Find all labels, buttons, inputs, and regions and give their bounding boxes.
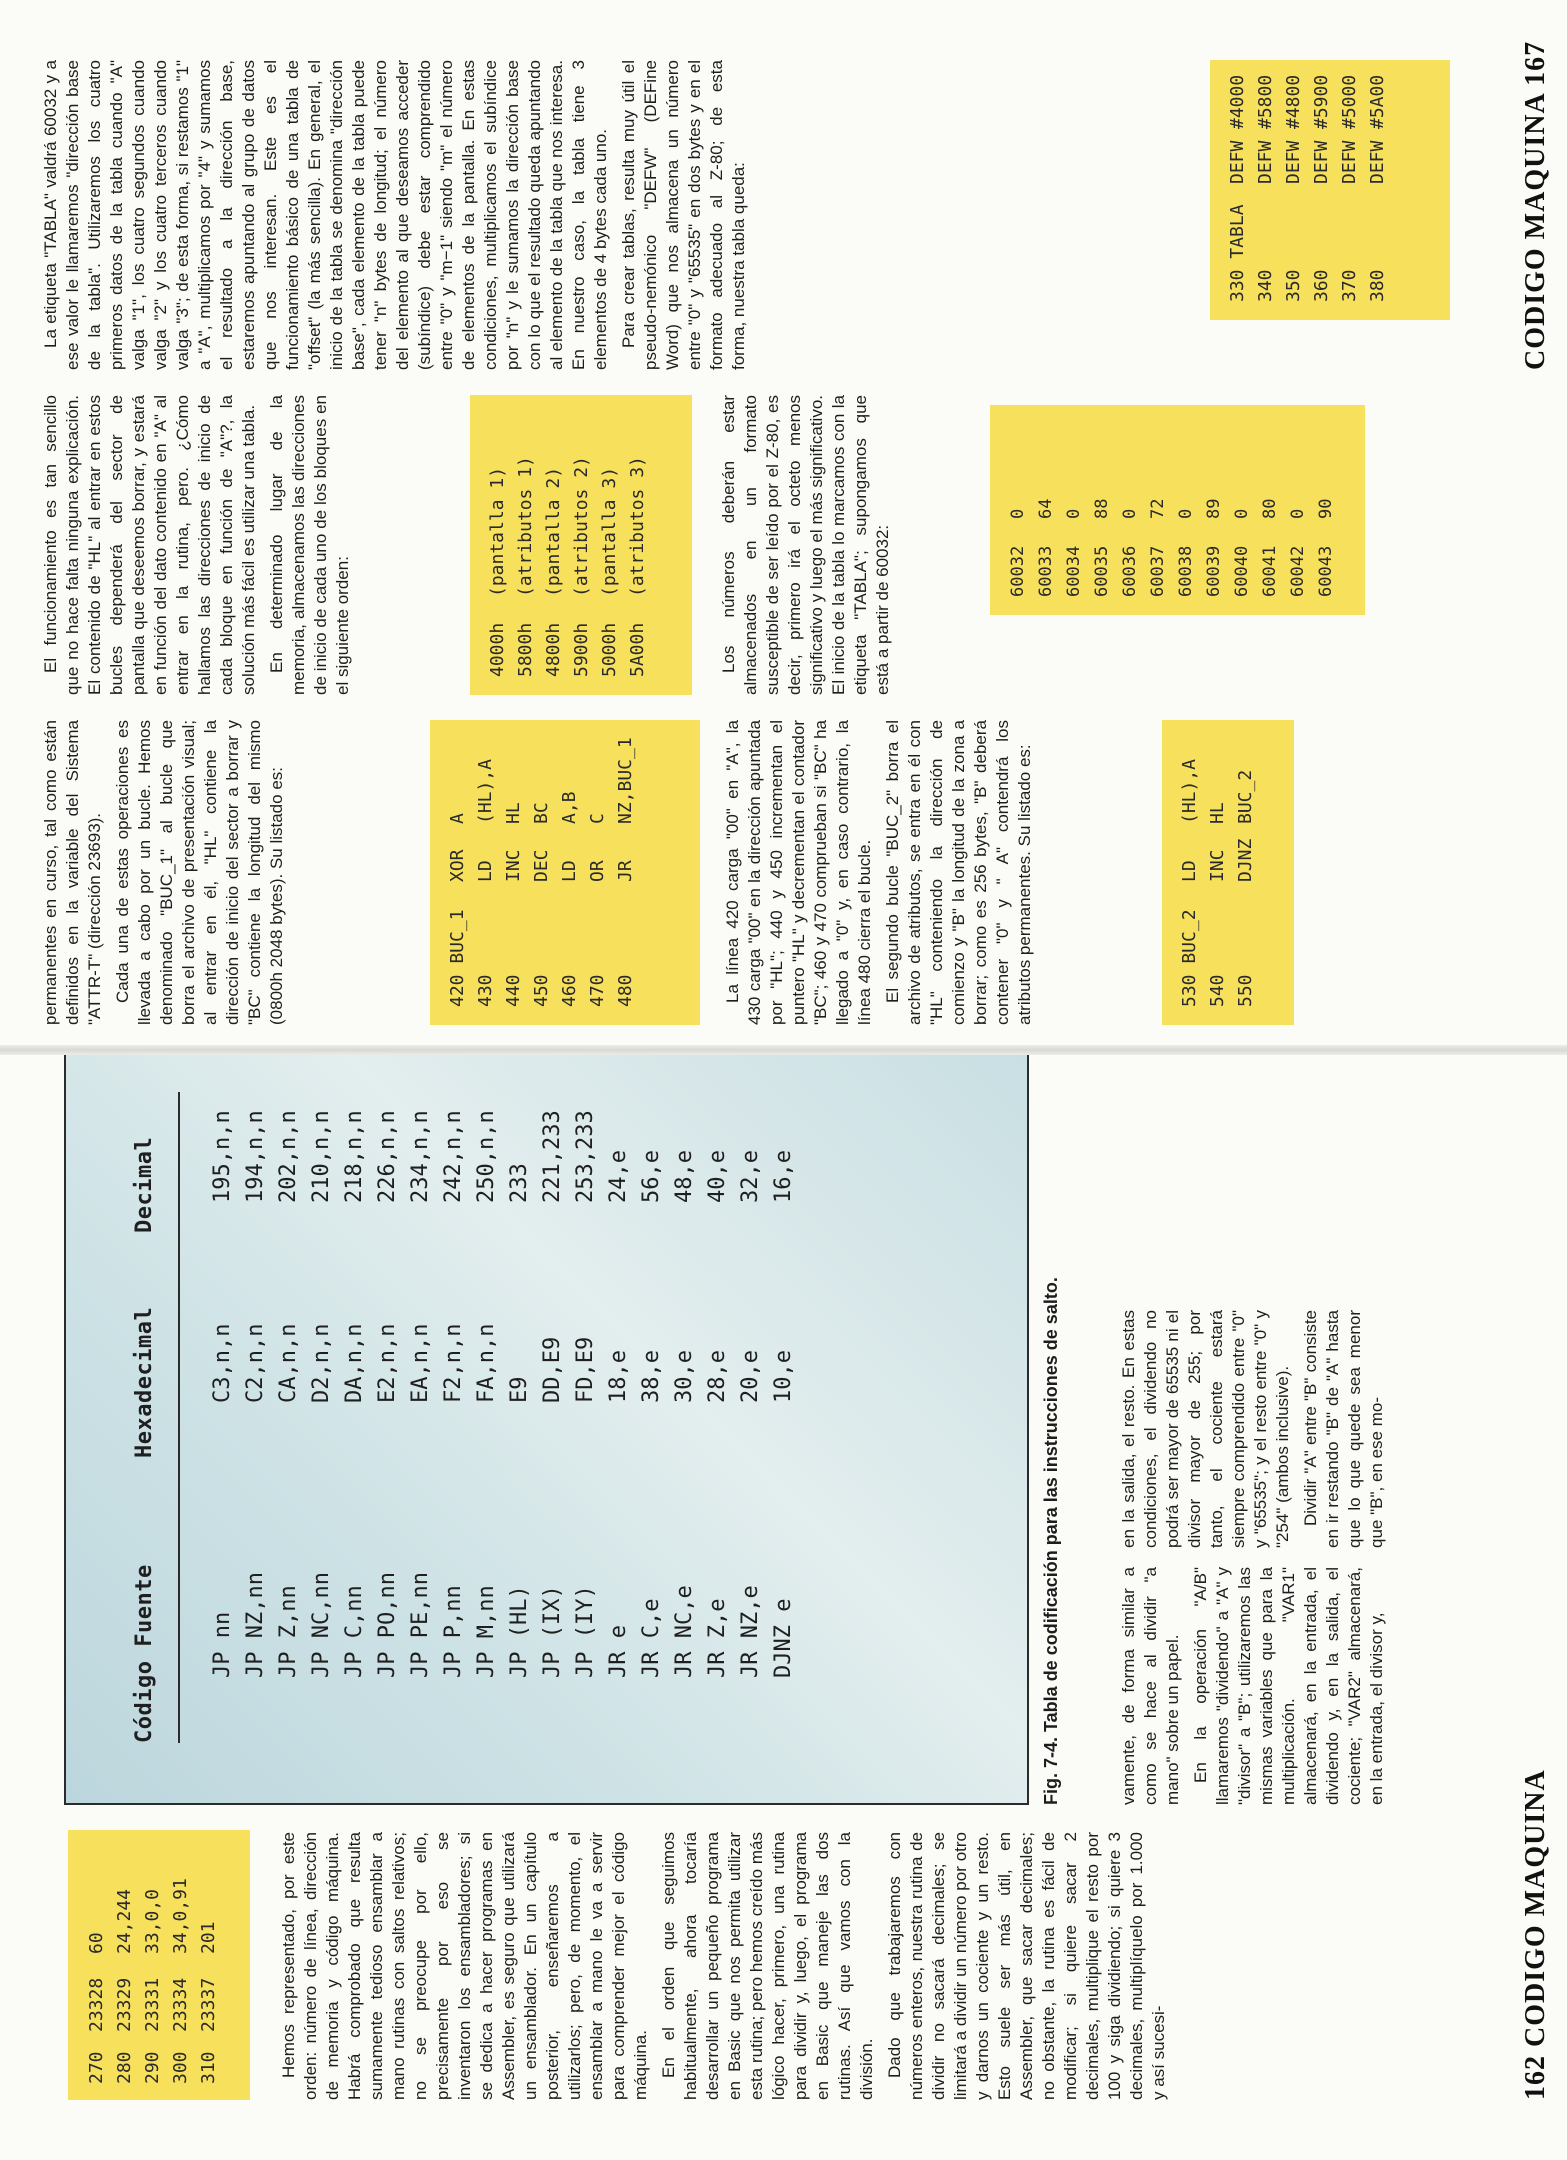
table-cell: JP NC,nn [309, 1572, 334, 1678]
paragraph: Para crear tablas, resulta muy útil el pseudo-nemónico "DEFW" (DEFine Word) que nos almacena un número entre "0" y "65535" en dos bytes y en el formato adecuado al Z-80; de esta forma, nuestra tabla queda: [619, 60, 748, 370]
code-line [1252, 74, 1280, 302]
code-field: DEFW [1339, 140, 1360, 184]
listing-defw-table [1210, 60, 1450, 320]
code-line [584, 738, 612, 1007]
table-cell: 20,e [738, 1350, 763, 1403]
code-line [1284, 423, 1312, 597]
code-field: 72 [1148, 498, 1168, 519]
code-field: (atributos 1) [515, 456, 536, 597]
table-cell: 10,e [771, 1350, 796, 1403]
code-line [1228, 423, 1256, 597]
code-field: 5000h [599, 622, 620, 677]
right-col-2-mid [718, 395, 900, 695]
code-field: 420 BUC_1 [447, 909, 468, 1007]
fig-header-rule [178, 1092, 180, 1743]
code-field: 350 [1283, 269, 1304, 302]
left-col-1 [278, 1832, 1176, 2100]
code-field: XOR [447, 849, 468, 882]
paragraph: vamente, de forma similar a como se hace al dividir "a mano" sobre un papel. [1119, 1567, 1182, 1805]
code-field: 5800h [515, 622, 536, 677]
table-cell: DA,n,n [342, 1323, 367, 1403]
code-field: 330 TABLA [1227, 204, 1248, 302]
code-field: C [587, 813, 608, 824]
table-cell: 226,n,n [375, 1110, 400, 1203]
left-folio: 162 CODIGO MAQUINA [1520, 1769, 1551, 2100]
paragraph: En la operación "A/B" llamaremos "dividendo" a "A" y "divisor" a "B"; utilizaremos las mismas variables que para la multiplicación. "VAR1" almacenará, en la entrada, el dividendo y, en la salida, el cociente; "VAR2" almacenará, en la entrada, el divisor y, [1191, 1567, 1386, 1805]
table-cell: 218,n,n [342, 1110, 367, 1203]
code-field: 60039 [1204, 545, 1224, 597]
listing-buc1 [430, 720, 700, 1025]
code-field: (atributos 3) [627, 456, 648, 597]
table-cell: 253,233 [573, 1110, 598, 1203]
code-field: LD [1179, 860, 1200, 882]
code-field: 310 [198, 2051, 219, 2084]
paragraph: En el orden que seguimos habitualmente, ahora tocaría desarrollar un pequeño programa en Basic que nos permita utilizar esta rutina; pero hemos creído más lógico hacer, primero, una rutina para dividir y, luego, el programa en Basic que maneje las dos rutinas. Así que vamos con la división. [659, 1832, 876, 2100]
table-cell: D2,n,n [309, 1323, 334, 1403]
code-field: NZ,BUC_1 [615, 737, 636, 824]
code-field: 60040 [1232, 545, 1252, 597]
table-cell: JP (HL) [507, 1585, 532, 1678]
code-field: 430 [475, 974, 496, 1007]
fig-col-dec [206, 1110, 800, 1203]
code-field: 64 [1036, 498, 1056, 519]
code-field: #5000 [1339, 74, 1360, 129]
table-cell: JP Z,nn [276, 1585, 301, 1678]
code-field: DEC [531, 849, 552, 882]
code-line [1336, 74, 1364, 302]
table-cell: 233 [507, 1163, 532, 1203]
code-field: (HL),A [1179, 758, 1200, 824]
code-field: 60 [86, 1932, 107, 1954]
code-field: LD [475, 860, 496, 882]
code-field: 440 [503, 974, 524, 1007]
table-cell: 24,e [606, 1150, 631, 1203]
code-field: DEFW [1255, 140, 1276, 184]
code-field: 88 [1092, 498, 1112, 519]
code-field: 5900h [571, 622, 592, 677]
paragraph: Dado que trabajaremos con números enteros, nuestra rutina de dividir no sacará decimales; se limitará a dividir un número por otro y darnos un cociente y un resto. Esto suele ser más útil, en Assembler, que sacar decimales; no obstante, la rutina es fácil de modificar; si quiere sacar 2 decimales, multiplique el resto por 100 y siga dividiendo; si quiere 3 decimales, multiplíquelo por 1.000 y así sucesi- [885, 1832, 1168, 2100]
code-field: 480 [615, 974, 636, 1007]
code-field: 540 [1207, 974, 1228, 1007]
code-field: BC [531, 802, 552, 824]
paragraph: El funcionamiento es tan sencillo que no hace falta ninguna explicación. El contenido de "HL" al entrar en estos bucles dependerá del sector de pantalla que deseemos borrar, y estará en función del dato contenido en "A" al entrar en la rutina, pero. ¿Cómo hallamos las direcciones de inicio de cada bloque en función de "A"?, la solución más fácil es utilizar una tabla. [41, 395, 258, 695]
table-cell: 56,e [639, 1150, 664, 1203]
code-field: 90 [1316, 498, 1336, 519]
table-cell: 195,n,n [210, 1110, 235, 1203]
code-field: HL [503, 802, 524, 824]
table-cell: 202,n,n [276, 1110, 301, 1203]
code-field: (pantalla 1) [487, 466, 508, 597]
code-field: DEFW [1311, 140, 1332, 184]
code-field: 34,0,91 [170, 1878, 191, 1954]
table-cell: 30,e [672, 1350, 697, 1403]
table-cell: 38,e [639, 1350, 664, 1403]
table-cell: 16,e [771, 1150, 796, 1203]
table-cell: FA,n,n [474, 1323, 499, 1403]
code-field: 4800h [543, 622, 564, 677]
code-field: #5900 [1311, 74, 1332, 129]
table-cell: 18,e [606, 1350, 631, 1403]
code-field: 23331 [142, 1977, 163, 2032]
listing-buc2 [1162, 720, 1294, 1025]
code-field: 5A00h [627, 622, 648, 677]
table-cell: 250,n,n [474, 1110, 499, 1203]
fig-header-dec: Decimal [132, 1136, 157, 1233]
table-cell: 210,n,n [309, 1110, 334, 1203]
table-cell: JR NC,e [672, 1585, 697, 1678]
code-line [1144, 423, 1172, 597]
code-field: INC [503, 849, 524, 882]
code-field: DEFW [1227, 140, 1248, 184]
code-line [166, 1846, 194, 2084]
code-field: 280 [114, 2051, 135, 2084]
code-line [1312, 423, 1340, 597]
listing-block-addresses [470, 395, 692, 695]
code-line [596, 413, 624, 677]
table-cell: C2,n,n [243, 1323, 268, 1403]
table-cell: 194,n,n [243, 1110, 268, 1203]
left-col-2 [1118, 1567, 1394, 1805]
paragraph: en la salida, el resto. En estas condiciones, el dividendo no podrá ser mayor de 65535 ni el divisor mayor de 255; por tanto, el cociente estará siempre comprendido entre "0" y "65535"; y el resto entre "0" y "254" (ambos inclusive). [1119, 1310, 1292, 1548]
paragraph: Hemos representado, por este orden: número de línea, dirección de memoria y código máquina. Habrá comprobado que resulta sumamente tedioso ensamblar a mano rutinas con saltos relativos; no se preocupe por ello, precisamente por eso se inventaron los ensambladores; si se dedica a hacer programas en Assembler, es seguro que utilizará un ensamblador. En un capítulo posterior, enseñaremos a utilizarlos; pero, de momento, el ensamblar a mano le va a servir para comprender mejor el código máquina. [279, 1832, 650, 2100]
code-field: 0 [1288, 508, 1308, 519]
table-cell: JP PO,nn [375, 1572, 400, 1678]
paragraph: El segundo bucle "BUC_2" borra el archivo de atributos, se entra en él con "HL" conteniendo la dirección de comienzo y "B" la longitud de la zona a borrar; como es 256 bytes, "B" deberá contener "0" y " A" contendrá los atributos permanentes. Su listado es: [883, 720, 1034, 1025]
table-cell: CA,n,n [276, 1323, 301, 1403]
table-cell: 32,e [738, 1150, 763, 1203]
table-cell: JR e [606, 1625, 631, 1678]
code-field: 60037 [1148, 545, 1168, 597]
code-field: 23334 [170, 1977, 191, 2032]
code-field: 60041 [1260, 545, 1280, 597]
code-line [624, 413, 652, 677]
code-field: #4800 [1283, 74, 1304, 129]
table-cell: JP C,nn [342, 1585, 367, 1678]
code-field: (HL),A [475, 758, 496, 824]
code-field: (pantalla 3) [599, 466, 620, 597]
code-field: 89 [1204, 498, 1224, 519]
table-cell: JP P,nn [441, 1585, 466, 1678]
code-line [82, 1846, 110, 2084]
code-field: 460 [559, 974, 580, 1007]
table-cell: EA,n,n [408, 1323, 433, 1403]
table-cell: DD,E9 [540, 1336, 565, 1403]
code-field: (atributos 2) [571, 456, 592, 597]
table-cell: C3,n,n [210, 1323, 235, 1403]
left-col-3 [1118, 1310, 1394, 1548]
code-field: DEFW [1283, 140, 1304, 184]
table-cell: 234,n,n [408, 1110, 433, 1203]
code-line [512, 413, 540, 677]
table-cell: JP M,nn [474, 1585, 499, 1678]
code-line [500, 738, 528, 1007]
table-cell: JP (IX) [540, 1585, 565, 1678]
code-field: 4000h [487, 622, 508, 677]
right-col-1-top [40, 720, 294, 1025]
code-field: 60036 [1120, 545, 1140, 597]
listing-memory-table [990, 405, 1365, 615]
code-field: #5800 [1255, 74, 1276, 129]
code-line [472, 738, 500, 1007]
table-cell: 242,n,n [441, 1110, 466, 1203]
fig-header-hex: Hexadecimal [132, 1306, 157, 1458]
table-cell: JP PE,nn [408, 1572, 433, 1678]
code-line [1116, 423, 1144, 597]
code-line [528, 738, 556, 1007]
code-field: 60038 [1176, 545, 1196, 597]
fig-col-hex [206, 1324, 800, 1403]
table-cell: JR NZ,e [738, 1585, 763, 1678]
code-line [1060, 423, 1088, 597]
code-field: A [447, 813, 468, 824]
code-field: 270 [86, 2051, 107, 2084]
table-cell: DJNZ e [771, 1598, 796, 1678]
code-line [1032, 423, 1060, 597]
table-cell: JR Z,e [705, 1598, 730, 1678]
code-line [1232, 738, 1260, 1007]
code-line [138, 1846, 166, 2084]
fig-header-source: Código Fuente [132, 1564, 157, 1743]
code-line [110, 1846, 138, 2084]
right-col-3 [40, 60, 756, 370]
fig-col-source [206, 1572, 800, 1678]
code-line [556, 738, 584, 1007]
code-field: (pantalla 2) [543, 466, 564, 597]
paragraph: permanentes en curso, tal como están definidos en la variable del Sistema "ATTR-T" (dirección 23693). [41, 720, 104, 1025]
right-folio: CODIGO MAQUINA 167 [1520, 40, 1551, 370]
code-field: 370 [1339, 269, 1360, 302]
paragraph: La línea 420 carga "00" en "A", la 430 carga "00" en la dirección apuntada por "HL"; 440 y 450 incrementan el puntero "HL" y decrementan el contador "BC"; 460 y 470 comprueban si "BC" ha llegado a "0" y, en caso contrario, la línea 480 cierra el bucle. [723, 720, 874, 1025]
code-field: 0 [1008, 508, 1028, 519]
code-field: JR [615, 860, 636, 882]
paragraph: Los números deberán estar almacenados en un formato susceptible de ser leído por el Z-80, es decir, primero irá el octeto menos significativo y luego el más significativo. El inicio de la tabla lo marcamos con la etiqueta "TABLA"; supongamos que está a partir de 60032: [719, 395, 892, 695]
table-cell: 40,e [705, 1150, 730, 1203]
code-field: #4000 [1227, 74, 1248, 129]
code-field: 60033 [1036, 545, 1056, 597]
code-line [1088, 423, 1116, 597]
code-field: 470 [587, 974, 608, 1007]
code-field: 201 [198, 1921, 219, 1954]
code-field: 60035 [1092, 545, 1112, 597]
code-field: 380 [1367, 269, 1388, 302]
table-cell: F2,n,n [441, 1323, 466, 1403]
code-line [540, 413, 568, 677]
code-field: HL [1207, 802, 1228, 824]
code-line [1204, 738, 1232, 1007]
code-field: 23329 [114, 1977, 135, 2032]
code-field: OR [587, 860, 608, 882]
code-field: 530 BUC_2 [1179, 909, 1200, 1007]
code-line [1176, 738, 1204, 1007]
table-cell: JP NZ,nn [243, 1572, 268, 1678]
memory-listing-top [68, 1830, 250, 2100]
table-cell: 28,e [705, 1350, 730, 1403]
code-field: 0 [1120, 508, 1140, 519]
code-field: INC [1207, 849, 1228, 882]
code-field: 24,244 [114, 1888, 135, 1954]
code-line [1200, 423, 1228, 597]
code-field: 33,0,0 [142, 1888, 163, 1954]
code-line [1256, 423, 1284, 597]
code-field: 80 [1260, 498, 1280, 519]
code-line [1308, 74, 1336, 302]
code-field: 360 [1311, 269, 1332, 302]
code-line [1172, 423, 1200, 597]
code-line [484, 413, 512, 677]
code-field: LD [559, 860, 580, 882]
figure-caption: Fig. 7-4. Tabla de codificación para las instrucciones de salto. [1041, 1277, 1061, 1805]
table-cell: JR C,e [639, 1598, 664, 1678]
code-field: DEFW [1367, 140, 1388, 184]
book-gutter [0, 1045, 1567, 1055]
code-line [1364, 74, 1392, 302]
code-field: A,B [559, 791, 580, 824]
code-line [612, 738, 640, 1007]
code-line [194, 1846, 222, 2084]
code-field: DJNZ [1235, 838, 1256, 882]
code-field: 60043 [1316, 545, 1336, 597]
table-cell: FD,E9 [573, 1336, 598, 1403]
code-field: 340 [1255, 269, 1276, 302]
table-cell: E2,n,n [375, 1323, 400, 1403]
code-field: 450 [531, 974, 552, 1007]
paragraph: Cada una de estas operaciones es llevada a cabo por un bucle. Hemos denominado "BUC_1" al bucle que borra el archivo de presentación visual; al entrar en él, "HL" contiene la dirección de inicio del sector a borrar y "BC" contiene la longitud del mismo (0800h 2048 bytes). Su listado es: [113, 720, 286, 1025]
code-field: BUC_2 [1235, 769, 1256, 824]
jump-instruction-table-figure [64, 1050, 1029, 1805]
code-field: 0 [1064, 508, 1084, 519]
paragraph: En determinado lugar de la memoria, almacenamos las direcciones de inicio de cada uno de los bloques en el siguiente orden: [267, 395, 352, 695]
code-field: 0 [1232, 508, 1252, 519]
code-line [444, 738, 472, 1007]
table-cell: 221,233 [540, 1110, 565, 1203]
code-line [1004, 423, 1032, 597]
code-field: 60042 [1288, 545, 1308, 597]
code-line [1224, 74, 1252, 302]
right-col-2-top [40, 395, 360, 695]
code-field: 0 [1176, 508, 1196, 519]
code-field: 300 [170, 2051, 191, 2084]
table-cell: 48,e [672, 1150, 697, 1203]
code-line [568, 413, 596, 677]
code-field: 290 [142, 2051, 163, 2084]
table-cell: JP (IY) [573, 1585, 598, 1678]
code-field: 23337 [198, 1977, 219, 2032]
right-col-1-mid [722, 720, 1042, 1025]
code-field: 60032 [1008, 545, 1028, 597]
paragraph: Dividir "A" entre "B" consiste en ir restando "B" de "A" hasta que lo que quede sea menor que "B", en ese mo- [1301, 1310, 1386, 1548]
table-cell: JP nn [210, 1611, 235, 1678]
code-field: #5A00 [1367, 74, 1388, 129]
code-field: 23328 [86, 1977, 107, 2032]
code-field: 60034 [1064, 545, 1084, 597]
code-field: 550 [1235, 974, 1256, 1007]
table-cell: E9 [507, 1376, 532, 1403]
code-line [1280, 74, 1308, 302]
paragraph: La etiqueta "TABLA" valdrá 60032 y a ese valor le llamaremos "dirección base de la tabla". Utilizaremos los cuatro primeros datos de la tabla cuando "A" valga "1", los cuatro segundos cuando valga "2" y los cuatro terceros cuando valga "3"; de esta forma, si restamos "1" a "A", multiplicamos por "4" y sumamos el resultado a la dirección base, estaremos apuntando al grupo de datos que nos interesan. Este es el funcionamiento básico de una tabla de "offset" (la más sencilla). En general, el inicio de la tabla se denomina "dirección base", cada elemento de la tabla puede tener "n" bytes de longitud; el número del elemento al que deseamos acceder (subíndice) debe estar comprendido entre "0" y "m−1" siendo "m" el número de elementos de la pantalla. En estas condiciones, multiplicamos el subíndice por "n" y le sumamos la dirección base con lo que el resultado queda apuntando al elemento de la tabla que nos interesa. En nuestro caso, la tabla tiene 3 elementos de 4 bytes cada uno. [41, 60, 610, 370]
